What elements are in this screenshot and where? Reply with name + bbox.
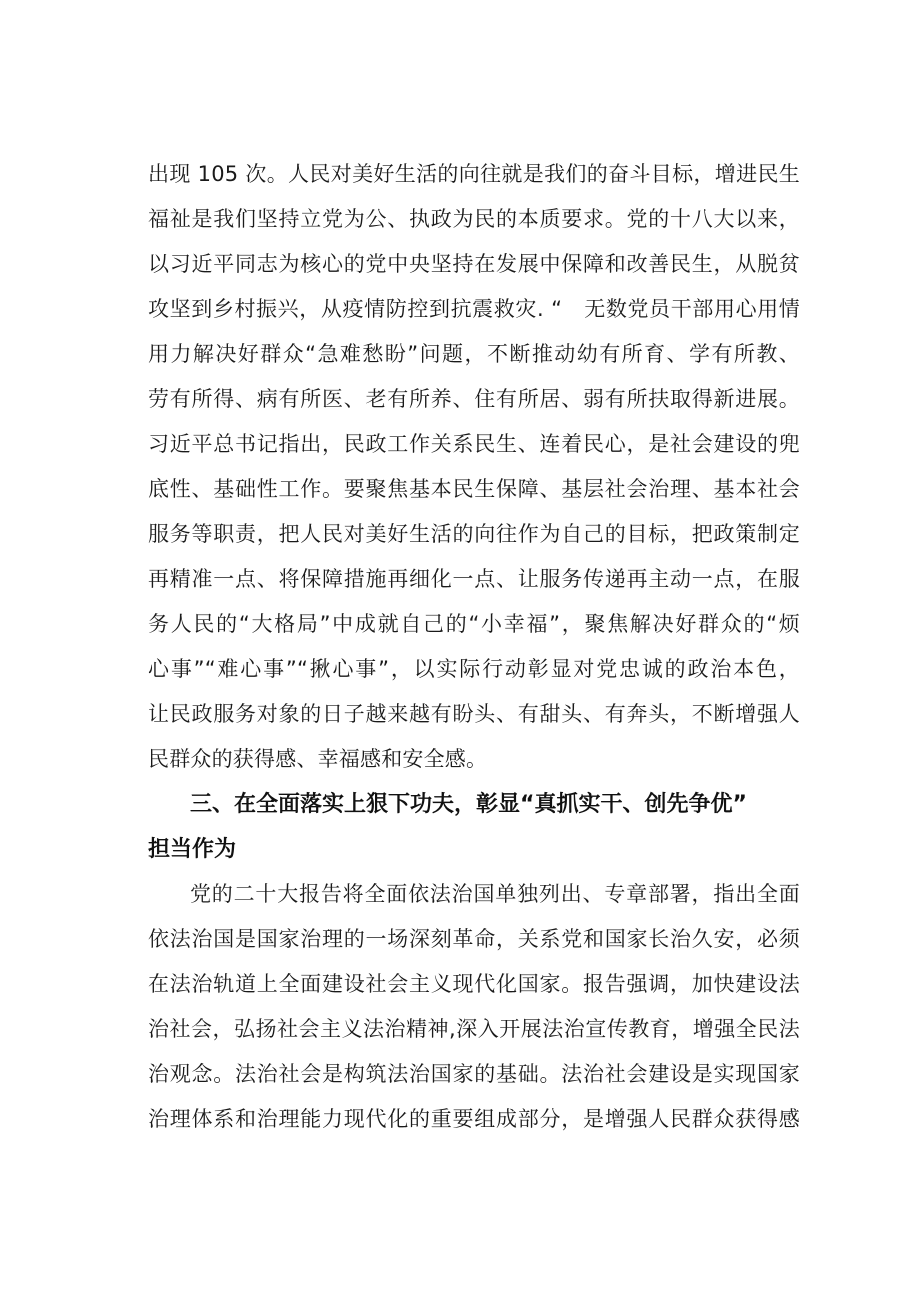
text-line: 党的二十大报告将全面依法治国单独列出、专章部署，指出全面 [190, 882, 800, 906]
text-line: 以习近平同志为核心的党中央坚持在发展中保障和改善民生，从脱贫 [148, 252, 800, 276]
text-line: 治理体系和治理能力现代化的重要组成部分，是增强人民群众获得感 [148, 1107, 800, 1131]
text-line: 再精准一点、将保障措施再细化一点、让服务传递再主动一点，在服 [148, 567, 800, 591]
text-line: 习近平总书记指出，民政工作关系民生、连着民心，是社会建设的兜 [148, 432, 800, 456]
text-line: 依法治国是国家治理的一场深刻革命，关系党和国家长治久安，必须 [148, 927, 800, 951]
text-line: 出现 105 次。人民对美好生活的向往就是我们的奋斗目标，增进民生 [148, 162, 800, 186]
text-line: 让民政服务对象的日子越来越有盼头、有甜头、有奔头，不断增强人 [148, 702, 800, 726]
text-line: 民群众的获得感、幸福感和安全感。 [148, 747, 488, 771]
text-line: 福祉是我们坚持立党为公、执政为民的本质要求。党的十八大以来， [148, 207, 800, 231]
section-heading-line: 三、在全面落实上狠下功夫，彰显“真抓实干、创先争优” [190, 792, 747, 817]
text-line: 心事”“难心事”“揪心事”，以实际行动彰显对党忠诚的政治本色， [148, 657, 800, 681]
text-line: 服务等职责，把人民对美好生活的向往作为自己的目标，把政策制定 [148, 522, 800, 546]
text-line: 底性、基础性工作。要聚焦基本民生保障、基层社会治理、基本社会 [148, 477, 800, 501]
text-line: 在法治轨道上全面建设社会主义现代化国家。报告强调，加快建设法 [148, 972, 800, 996]
text-line: 治观念。法治社会是构筑法治国家的基础。法治社会建设是实现国家 [148, 1062, 800, 1086]
text-line: 治社会，弘扬社会主义法治精神,深入开展法治宣传教育，增强全民法 [148, 1017, 800, 1041]
text-line: 务人民的“大格局”中成就自己的“小幸福”，聚焦解决好群众的“烦 [148, 612, 800, 636]
text-line: 用力解决好群众“急难愁盼”问题，不断推动幼有所育、学有所教、 [148, 342, 800, 366]
section-heading-line: 担当作为 [148, 837, 237, 862]
text-line: 劳有所得、病有所医、老有所养、住有所居、弱有所扶取得新进展。 [148, 387, 800, 411]
text-line: 攻坚到乡村振兴，从疫情防控到抗震救灾. “ 无数党员干部用心用情 [148, 297, 800, 321]
